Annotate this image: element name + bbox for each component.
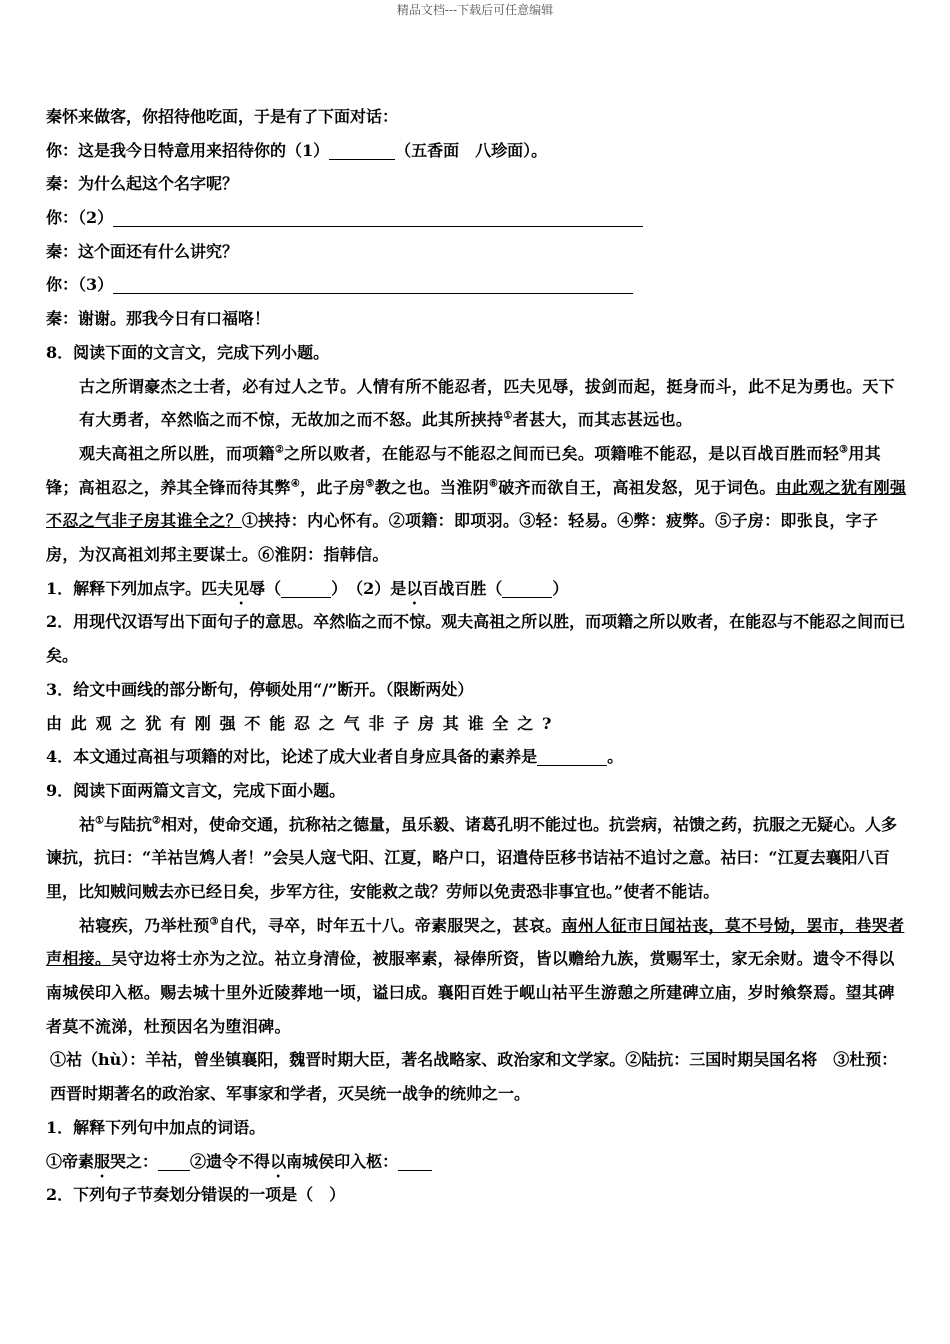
answer-blank-2[interactable] xyxy=(113,208,643,227)
passage-text: 之所以败者，在能忍与不能忍之间而已矣。项籍唯不能忍，是以百战百胜而轻 xyxy=(284,443,840,463)
passage-text: 祜 xyxy=(79,814,96,834)
dotted-char: 服 xyxy=(94,1151,111,1171)
footnote-marker: ③ xyxy=(209,916,219,928)
page-header: 精品文档---下载后可任意编辑 xyxy=(396,3,554,17)
underlined-sentence: 南州人征市日闻祜丧，莫不号恸，罢市，巷哭者声相接。 xyxy=(46,915,905,969)
sub-question-text: ①帝素 xyxy=(46,1151,95,1171)
question-9-title: 9．阅读下面两篇文言文，完成下面小题。 xyxy=(46,780,346,800)
footnote-marker: ④ xyxy=(290,478,301,490)
question-9-notes: ①祜（hù）：羊祜，曾坐镇襄阳，魏晋时期大臣，著名战略家、政治家和文学家。②陆抗：三国时期吴国名将 ③杜预：西晋时期著名的政治家、军事家和学者，灭吴统一战争的统帅之一。 xyxy=(50,1050,898,1104)
answer-blank[interactable] xyxy=(281,579,331,598)
dialog-line-1-text: 你：这是我今日特意用来招待你的（1） xyxy=(46,140,330,160)
sub-question-text: 百战百胜（ xyxy=(422,578,503,598)
sub-question-text: 哭之： xyxy=(110,1151,159,1171)
passage-text: 自代，寻卒，时年五十八。帝素服哭之，甚哀。 xyxy=(218,915,562,935)
footnote-marker: ② xyxy=(274,444,285,456)
dotted-char: 见 xyxy=(233,578,250,598)
passage-text: 者甚大，而其志甚远也。 xyxy=(512,410,693,430)
dialog-line-3-text: 你：（2） xyxy=(46,208,114,228)
answer-blank-3[interactable] xyxy=(113,275,633,294)
passage-text: 与陆抗 xyxy=(103,814,152,834)
dotted-char: 以 xyxy=(270,1151,287,1171)
question-8-title: 8．阅读下面的文言文，完成下列小题。 xyxy=(46,342,330,362)
footnote-marker: ① xyxy=(503,410,513,422)
answer-blank[interactable] xyxy=(158,1152,190,1171)
sub-question-text: 。 xyxy=(607,747,624,767)
footnote-marker: ② xyxy=(152,815,161,827)
dialog-line-6: 秦：谢谢。那我今日有口福咯！ xyxy=(46,309,271,329)
dialog-line-2: 秦：为什么起这个名字呢？ xyxy=(46,174,239,194)
dialog-line-3 xyxy=(46,201,908,235)
passage-text: 破齐而欲自王，高祖发怒，见于词色。 xyxy=(498,477,776,497)
question-8-sub-2: 2．用现代汉语写出下面句子的意思。卒然临之而不惊。观夫高祖之所以胜，而项籍之所以败者，在能忍与不能忍之间而已矣。 xyxy=(46,612,906,666)
answer-blank[interactable] xyxy=(537,747,607,766)
passage-text: ，此子房 xyxy=(300,477,366,497)
question-9-sub-1: 1．解释下列句中加点的词语。 xyxy=(46,1117,266,1137)
question-8-sub-3-sentence: 由此观之犹有刚强不能忍之气非子房其谁全之? xyxy=(46,713,561,733)
passage-text: 吴守边将士亦为之泣。祜立身清俭，被服率素，禄俸所资，皆以赡给九族，赏赐军士，家无余财。遗令不得以南城侯印入柩。赐去城十里外近陵葬地一顷，谥曰成。襄阳百姓于岘山祜平生游憩之所建碑立庙，岁时飨祭焉。望其碑者莫不流涕，杜预因名为堕泪碑。 xyxy=(46,949,895,1036)
question-8-sub-3: 3．给文中画线的部分断句，停顿处用“/”断开。（限断两处） xyxy=(46,679,474,699)
sub-question-text: 4．本文通过高祖与项籍的对比，论述了成大业者自身应具备的素养是 xyxy=(46,747,538,767)
dialog-line-5-text: 你：（3） xyxy=(46,275,114,295)
question-9-sub-1-items xyxy=(46,1145,908,1179)
answer-blank-1[interactable] xyxy=(329,141,395,160)
footnote-marker: ⑤ xyxy=(365,478,375,490)
question-9-passage-p1 xyxy=(46,808,908,909)
dotted-char: 以 xyxy=(406,578,423,598)
dialog-line-4: 秦：这个面还有什么讲究？ xyxy=(46,241,239,261)
dialog-line-1-options: （五香面 八珍面）。 xyxy=(395,140,548,160)
passage-text: 相对，使命交通，抗称祜之德量，虽乐毅、诸葛孔明不能过也。抗尝病，祜馈之药，抗服之无疑心。人多谏抗，抗曰：“羊祜岂鸩人者！”会吴人寇弋阳、江夏，略户口，诏遣侍臣移书诘祜不追讨之意。祜曰：“江夏去襄阳八百里，比知贼问贼去亦已经日矣，步军方往，安能救之哉？劳师以免责恐非事宜也。”使者不能诘。 xyxy=(46,814,897,901)
sub-question-text: ） xyxy=(552,578,569,598)
document-body xyxy=(46,100,908,1212)
question-8-passage-p2 xyxy=(46,437,908,572)
dialog-intro: 秦怀来做客，你招待他吃面，于是有了下面对话： xyxy=(46,107,399,126)
answer-blank[interactable] xyxy=(398,1152,432,1171)
sub-question-text: ） （2）是 xyxy=(331,578,407,598)
passage-text: 观夫高祖之所以胜，而项籍 xyxy=(79,443,275,463)
passage-text: 祜寝疾，乃举杜预 xyxy=(79,915,210,935)
passage-text: 用其锋；高祖忍之，养其全锋而待其弊 xyxy=(46,443,881,497)
question-9-passage-p2 xyxy=(46,909,908,1044)
question-8-sub-1 xyxy=(46,572,908,606)
footnote-marker: ③ xyxy=(839,444,849,456)
question-8-sub-4 xyxy=(46,740,908,774)
question-9-sub-2: 2．下列句子节奏划分错误的一项是（ ） xyxy=(46,1185,346,1205)
passage-text: 教之也。当淮阴 xyxy=(374,477,489,497)
footnote-marker: ① xyxy=(95,815,104,827)
dialog-line-1 xyxy=(46,134,908,168)
sub-question-text: 南城侯印入柩： xyxy=(286,1151,399,1171)
footnote-marker: ⑥ xyxy=(488,478,499,490)
answer-blank[interactable] xyxy=(502,579,552,598)
sub-question-text: ②遗令不得 xyxy=(190,1151,271,1171)
underlined-sentence: 由此观之犹有刚强不忍之气非子房其谁全之？ xyxy=(46,477,907,531)
footnotes: ①挟持：内心怀有。②项籍：即项羽。③轻：轻易。④弊：疲弊。⑤子房：即张良，字子房，为汉高祖刘邦主要谋士。⑥淮阴：指韩信。 xyxy=(46,511,879,565)
sub-question-text: 辱（ xyxy=(249,578,282,598)
dialog-line-5 xyxy=(46,268,908,302)
sub-question-text: 1．解释下列加点字。匹夫 xyxy=(46,578,234,598)
question-8-passage-p1 xyxy=(46,370,908,437)
passage-text: 古之所谓豪杰之士者，必有过人之节。人情有所不能忍者，匹夫见辱，拔剑而起，挺身而斗，此不足为勇也。天下有大勇者，卒然临之而不惊，无故加之而不怒。此其所挟持 xyxy=(79,376,896,430)
